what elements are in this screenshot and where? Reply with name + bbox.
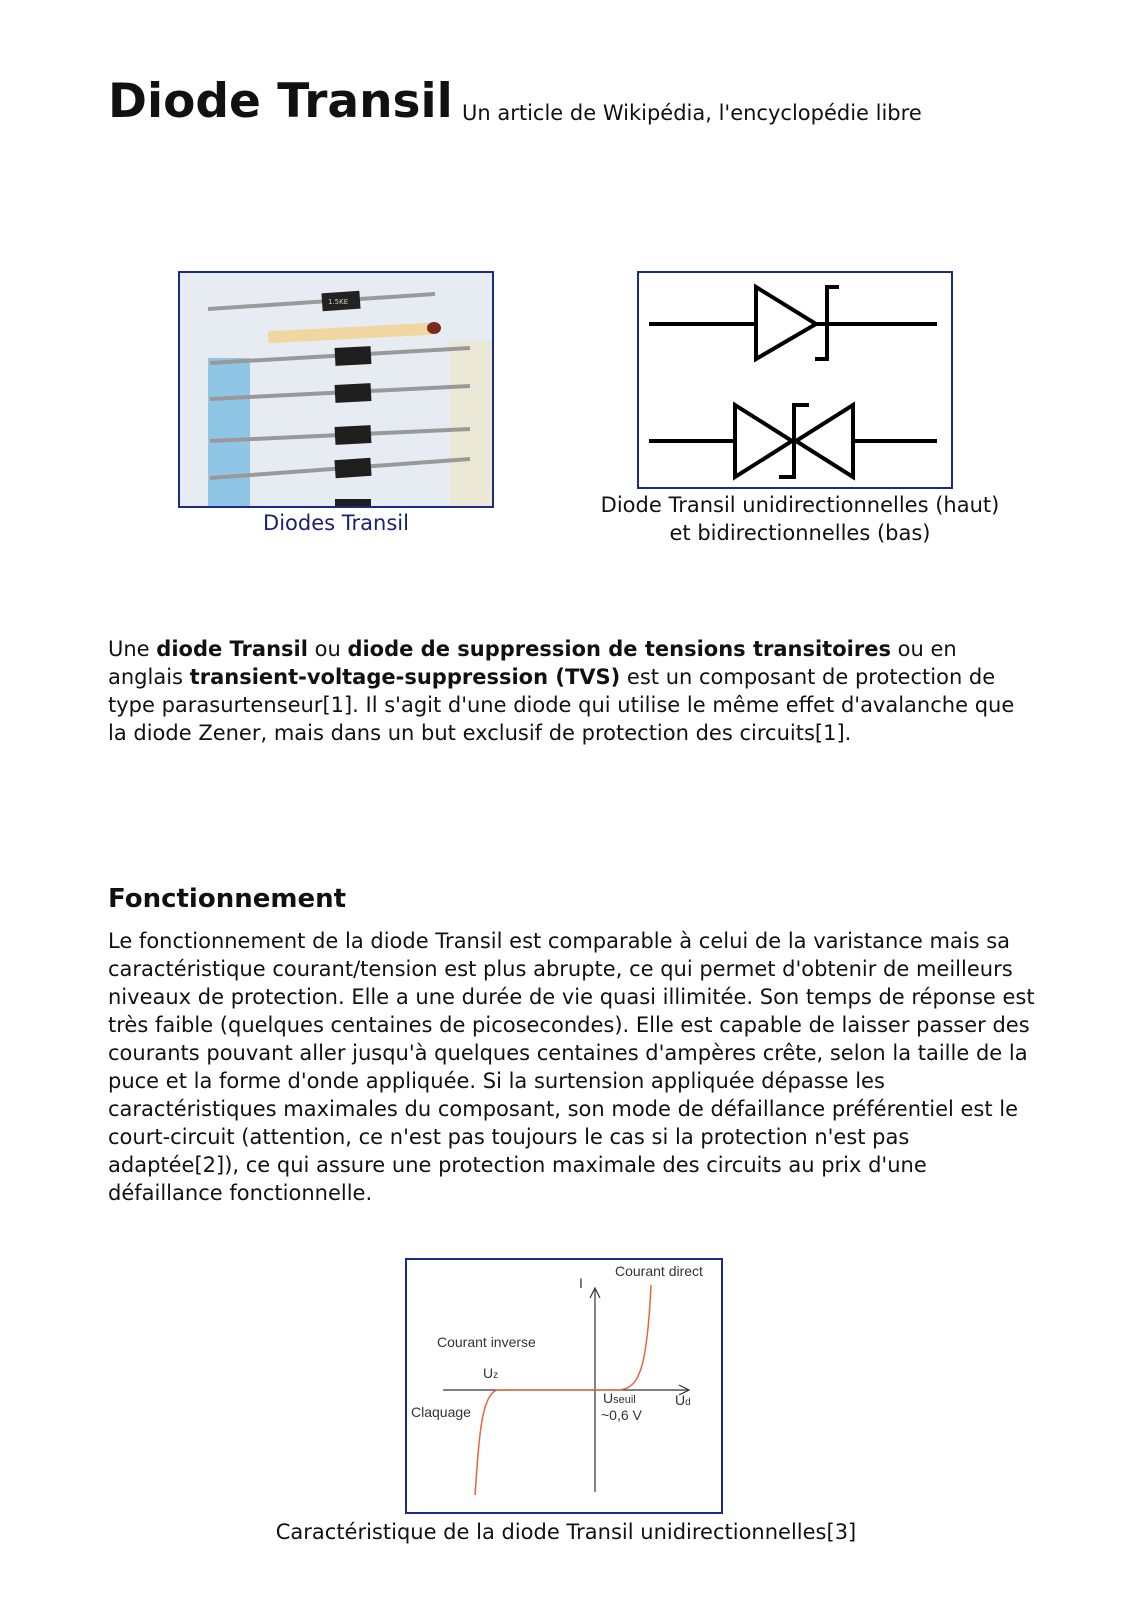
courant-direct-label: Courant direct [615, 1263, 703, 1279]
intro-text: ou [307, 637, 348, 661]
claquage-label: Claquage [411, 1404, 471, 1420]
symbols-caption-line1: Diode Transil unidirectionnelles (haut) [600, 493, 1000, 517]
diodes-photo-illustration [180, 273, 492, 506]
page-title: Diode Transil [108, 74, 453, 129]
y-axis-label: I [579, 1275, 583, 1291]
intro-term-tvs: transient-voltage-suppression (TVS) [189, 665, 621, 689]
ud-label: Ud [675, 1392, 691, 1408]
photo-caption[interactable]: Diodes Transil [263, 511, 409, 535]
intro-text: est un composant de protection de type parasurtenseur[1]. Il s'agit d'une diode qui utilise le même effet d'avalanche que la diode Zener, mais dans un but exclusif de protection des circuits[1]. [108, 665, 1015, 745]
paper-tape-shape [450, 341, 492, 506]
uz-label: Uz [483, 1365, 499, 1381]
diodes-photo[interactable] [178, 271, 494, 508]
intro-term-transil: diode Transil [156, 637, 308, 661]
section-heading: Fonctionnement [108, 884, 347, 914]
graph-caption: Caractéristique de la diode Transil unidirectionnelles[3] [275, 1520, 857, 1544]
diode-symbols-illustration [639, 273, 951, 487]
diode-symbols-figure[interactable] [637, 271, 953, 489]
intro-text: ou en anglais [108, 637, 957, 689]
courant-inverse-label: Courant inverse [437, 1334, 536, 1350]
symbols-caption-line2: et bidirectionnelles (bas) [669, 521, 931, 545]
svg-text:1.5KE: 1.5KE [328, 298, 349, 306]
characteristic-graph-illustration [407, 1260, 721, 1512]
page-subtitle: Un article de Wikipédia, l'encyclopédie libre [462, 101, 922, 125]
bi-triangle-right [796, 405, 853, 477]
blue-tape-shape [208, 358, 250, 506]
section-paragraph: Le fonctionnement de la diode Transil est comparable à celui de la varistance mais sa caractéristique courant/tension est plus abrupte, ce qui permet d'obtenir de meilleurs niveaux de protection. Elle a une durée de vie quasi illimitée. Son temps de réponse est très faible (quelques centaines de picosecondes). Elle est capable de laisser passer des courants pouvant aller jusqu'à quelques centaines d'ampères crête, selon la taille de la puce et la forme d'onde appliquée. Si la surtension appliquée dépasse les caractéristiques maximales du composant, son mode de défaillance préférentiel est le court-circuit (attention, ce n'est pas toujours le cas si la protection n'est pas adaptée[2]), ce qui assure une protection maximale des circuits au prix d'une défaillance fonctionnelle. [108, 929, 1035, 1205]
intro-paragraph [108, 635, 1038, 747]
intro-term-suppression: diode de suppression de tensions transitoires [347, 637, 891, 661]
useuil-label: Useuil [603, 1390, 636, 1406]
characteristic-graph[interactable] [405, 1258, 723, 1514]
intro-text: Une [108, 637, 157, 661]
bi-triangle-left [735, 405, 792, 477]
symbols-caption [560, 491, 1040, 547]
useuil-value-label: ~0,6 V [601, 1407, 642, 1423]
uni-triangle [756, 287, 816, 359]
